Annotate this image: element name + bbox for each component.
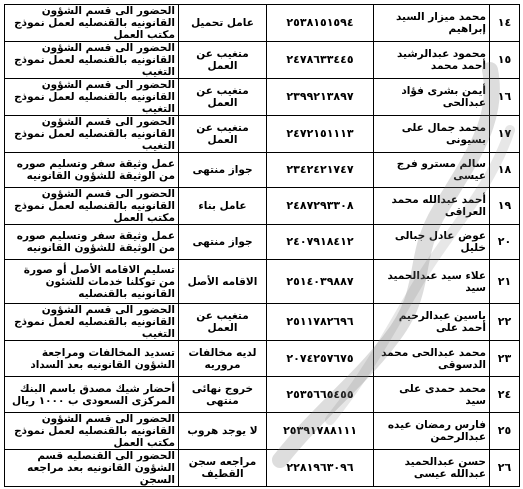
status-cell: لا يوجد هروب — [179, 413, 267, 450]
table-row — [5, 153, 520, 188]
name-cell: سالم مسترو فرج عيسى — [374, 153, 490, 188]
table-row — [5, 79, 520, 116]
status-cell: متغيب عن العمل — [179, 42, 267, 79]
status-cell: عامل تحميل — [179, 5, 267, 42]
row-number-cell: ٢٦ — [490, 450, 520, 487]
status-cell: لديه مخالفات مروريه — [179, 341, 267, 377]
id-number-cell: ٢٥٣٨١٥١٥٩٤ — [267, 5, 374, 42]
status-cell: جواز منتهى — [179, 153, 267, 188]
id-number-cell: ٢٠٧٤٢٥٧٦٧٥ — [267, 341, 374, 377]
instruction-cell: الحضور الى قسم الشؤون القانونيه بالقنصليه لعمل نموذج التغيب — [5, 304, 179, 341]
instruction-cell: الحضور الى القنصليه قسم الشؤون القانونيه بعد مراجعه السجن — [5, 450, 179, 487]
instruction-cell: الحضور الى قسم الشؤون القانونيه بالقنصليه لعمل نموذج مكتب العمل — [5, 413, 179, 450]
row-number-cell: ٢٢ — [490, 304, 520, 341]
instruction-cell: عمل وثيقة سفر وتسليم صوره من الوثيقة للشؤون القانونيه — [5, 225, 179, 260]
table-row — [5, 377, 520, 413]
table-row — [5, 5, 520, 42]
row-number-cell: ١٤ — [490, 5, 520, 42]
id-number-cell: ٢٥١١٧٨٢٦٩٦ — [267, 304, 374, 341]
status-cell: خروج نهائى منتهى — [179, 377, 267, 413]
name-cell: فارس رمضان عيده عبدالرحمن — [374, 413, 490, 450]
row-number-cell: ١٦ — [490, 79, 520, 116]
id-number-cell: ٢٥١٤٠٣٩٨٨٧ — [267, 260, 374, 304]
table-row — [5, 260, 520, 304]
status-cell: مراجعه سجن القطيف — [179, 450, 267, 487]
name-cell: محمد ميزار السيد إبراهيم — [374, 5, 490, 42]
status-cell: متغيب عن العمل — [179, 304, 267, 341]
instruction-cell: تسليم الاقامه الأصل أو صورة من توكلنا خدمات للشئون القانونيه بالقنصليه — [5, 260, 179, 304]
id-number-cell: ٢٥٣٥٦٦٥٤٥٥ — [267, 377, 374, 413]
name-cell: أيمن بشرى فؤاد عبدالحى — [374, 79, 490, 116]
instruction-cell: الحضور الى قسم الشؤون القانونيه بالقنصليه لعمل نموذج التغيب — [5, 116, 179, 153]
id-number-cell: ٢٤٠٧٩١٨٤١٢ — [267, 225, 374, 260]
name-cell: محمود عبدالرشيد أحمد محمد — [374, 42, 490, 79]
id-number-cell: ٢٤٨٧٢٩٣٣٠٨ — [267, 188, 374, 225]
name-cell: عوض عادل جبالى خليل — [374, 225, 490, 260]
name-cell: ياسين عبدالرحيم أحمد على — [374, 304, 490, 341]
status-cell: متغيب عن العمل — [179, 79, 267, 116]
instruction-cell: الحضور الى قسم الشؤون القانونيه بالقنصليه لعمل نموذج التغيب — [5, 79, 179, 116]
table-row — [5, 341, 520, 377]
status-cell: عامل بناء — [179, 188, 267, 225]
table-row — [5, 188, 520, 225]
cases-table — [4, 4, 520, 487]
instruction-cell: الحضور الى قسم الشؤون القانونيه بالقنصليه لعمل نموذج مكتب العمل — [5, 5, 179, 42]
table-row — [5, 413, 520, 450]
id-number-cell: ٢٢٨١٩٦٣٠٩٦ — [267, 450, 374, 487]
instruction-cell: أحضار شيك مصدق باسم البنك المركزى السعودى ب ١٠٠٠ ريال — [5, 377, 179, 413]
name-cell: محمد جمال على بسيونى — [374, 116, 490, 153]
id-number-cell: ٢٥٣٩١٧٨٨١١١ — [267, 413, 374, 450]
row-number-cell: ١٨ — [490, 153, 520, 188]
status-cell: جواز منتهى — [179, 225, 267, 260]
table-row — [5, 225, 520, 260]
instruction-cell: الحضور الى قسم الشؤون القانونيه بالقنصليه لعمل نموذج مكتب العمل — [5, 188, 179, 225]
table-row — [5, 42, 520, 79]
table-body — [5, 5, 520, 487]
table-row — [5, 116, 520, 153]
row-number-cell: ١٩ — [490, 188, 520, 225]
name-cell: علاء سيد عبدالحميد سيد — [374, 260, 490, 304]
row-number-cell: ٢١ — [490, 260, 520, 304]
id-number-cell: ٢٣٩٩٢١٣٨٩٧ — [267, 79, 374, 116]
id-number-cell: ٢٤٧٢١٥١١١٣ — [267, 116, 374, 153]
id-number-cell: ٢٤٧٨٦٣٣٤٤٥ — [267, 42, 374, 79]
name-cell: محمد عبدالحى محمد الدسوقى — [374, 341, 490, 377]
id-number-cell: ٢٣٤٢٤٢١٧٤٧ — [267, 153, 374, 188]
row-number-cell: ١٧ — [490, 116, 520, 153]
table-row — [5, 304, 520, 341]
name-cell: حسن عبدالحميد عبدالله عيسى — [374, 450, 490, 487]
name-cell: محمد حمدى على سيد — [374, 377, 490, 413]
row-number-cell: ٢٥ — [490, 413, 520, 450]
row-number-cell: ٢٣ — [490, 341, 520, 377]
status-cell: الاقامه الأصل — [179, 260, 267, 304]
status-cell: متغيب عن العمل — [179, 116, 267, 153]
table-row — [5, 450, 520, 487]
name-cell: أحمد عبدالله محمد العراقى — [374, 188, 490, 225]
row-number-cell: ٢٠ — [490, 225, 520, 260]
row-number-cell: ١٥ — [490, 42, 520, 79]
row-number-cell: ٢٤ — [490, 377, 520, 413]
instruction-cell: عمل وثيقة سفر وتسليم صوره من الوثيقة للشؤون القانونيه — [5, 153, 179, 188]
instruction-cell: تسديد المخالفات ومراجعة الشؤون القانونيه بعد السداد — [5, 341, 179, 377]
instruction-cell: الحضور الى قسم الشؤون القانونيه بالقنصليه لعمل نموذج التغيب — [5, 42, 179, 79]
